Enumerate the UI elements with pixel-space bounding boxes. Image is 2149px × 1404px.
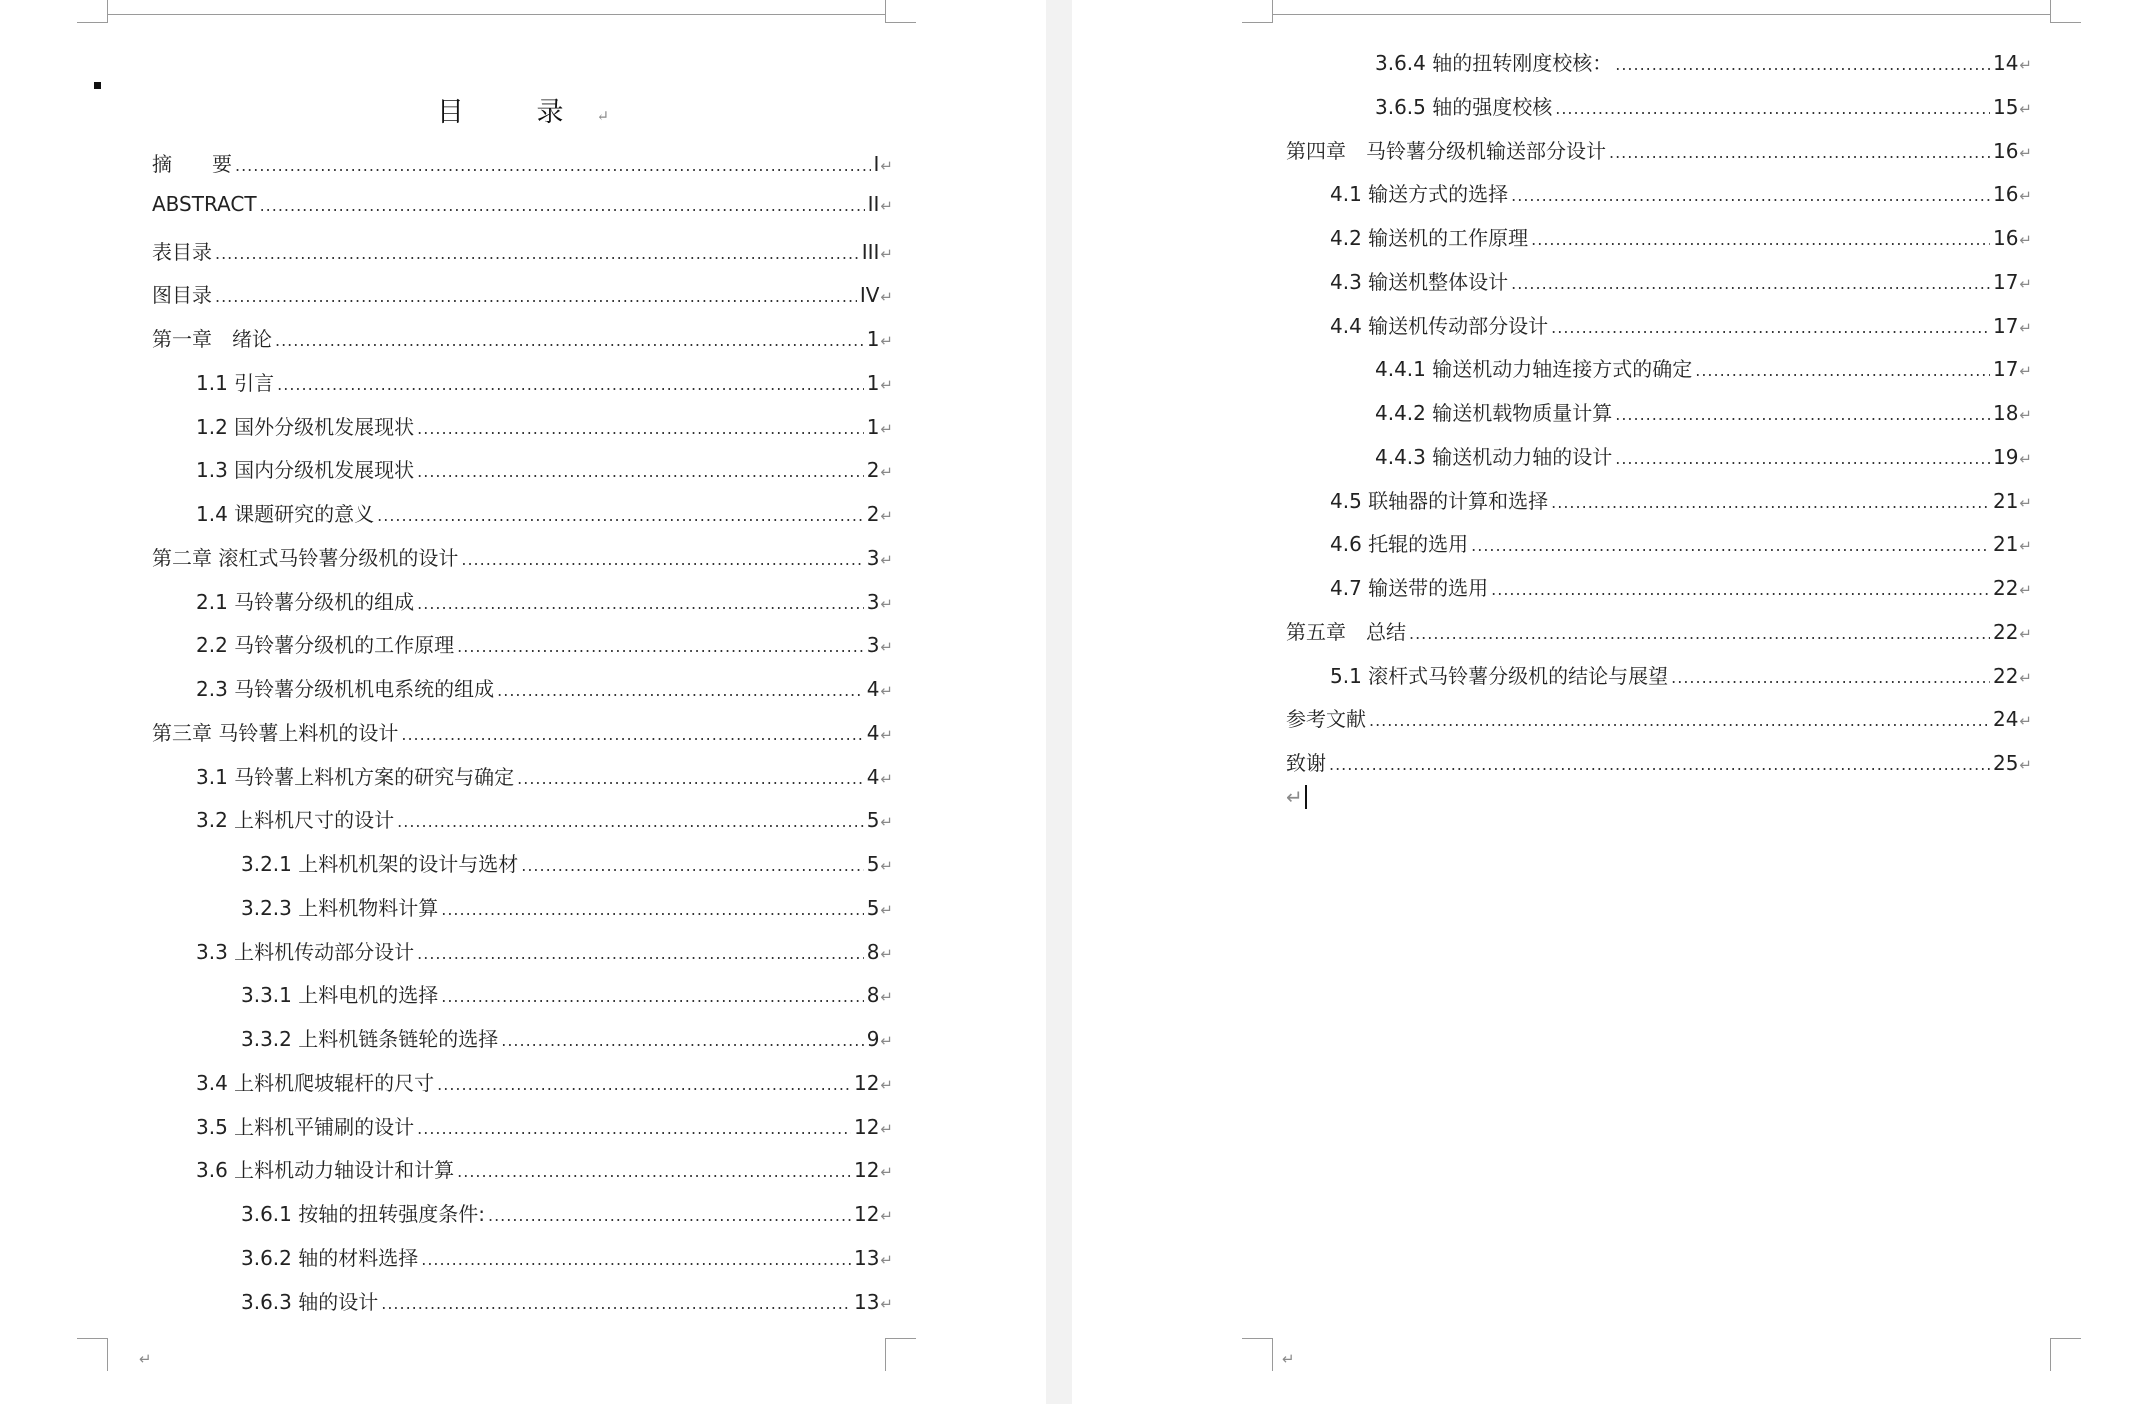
toc-entry-label: 3.6.4 轴的扭转刚度校核： <box>1375 51 1613 75</box>
paragraph-mark: ↵ <box>880 1032 893 1050</box>
toc-entry-label: 1.4 课题研究的意义 <box>196 502 375 526</box>
toc-entry-label: 3.1 马铃薯上料机方案的研究与确定 <box>196 764 515 789</box>
paragraph-mark: ↵ <box>2019 56 2032 74</box>
toc-entry[interactable] <box>241 892 893 922</box>
toc-entry[interactable] <box>1375 47 2032 77</box>
toc-entry[interactable] <box>196 673 893 703</box>
toc-entry[interactable] <box>241 848 893 878</box>
toc-entry-page-number: IV <box>859 283 880 308</box>
toc-leader-dots <box>457 1162 851 1181</box>
toc-entry-label: 4.4.1 输送机动力轴连接方式的确定 <box>1375 357 1693 382</box>
paragraph-mark: ↵ <box>880 1250 893 1269</box>
toc-entry[interactable] <box>1330 572 2032 602</box>
toc-entry-page-number: 8 <box>866 939 880 964</box>
toc-entry-page-number: 15 <box>1992 94 2019 119</box>
toc-entry-label: 4.4.3 输送机动力轴的设计 <box>1375 444 1613 469</box>
toc-leader-dots <box>497 681 864 700</box>
toc-leader-dots <box>1695 361 1990 380</box>
paragraph-mark: ↵ <box>880 507 893 525</box>
toc-entry-label: 3.3 上料机传动部分设计 <box>196 939 415 964</box>
paragraph-mark: ↵ <box>880 813 893 832</box>
paragraph-mark: ↵ <box>2019 756 2032 774</box>
paragraph-mark: ↵ <box>880 332 893 350</box>
paragraph-mark: ↵ <box>2019 449 2032 468</box>
toc-entry-label: ABSTRACT <box>152 191 257 216</box>
toc-entry[interactable] <box>196 454 893 484</box>
toc-entry-page-number: 2 <box>866 458 880 483</box>
toc-entry-page-number: 12 <box>853 1070 880 1095</box>
paragraph-mark: ↵ <box>2019 581 2032 599</box>
crop-mark-bottom-left <box>77 1338 108 1371</box>
toc-entry-page-number: 3 <box>866 589 880 614</box>
toc-entry-label: 4.3 输送机整体设计 <box>1330 269 1509 294</box>
crop-mark-bottom-right <box>885 1338 916 1371</box>
paragraph-mark: ↵ <box>880 1163 893 1182</box>
toc-entry-label: 3.2.3 上料机物料计算 <box>241 895 439 920</box>
paragraph-mark: ↵ <box>880 244 893 263</box>
toc-leader-dots <box>1531 230 1990 249</box>
paragraph-mark: ↵ <box>2019 231 2032 249</box>
paragraph-mark: ↵ <box>880 900 893 919</box>
toc-entry[interactable] <box>196 1154 893 1184</box>
toc-leader-dots <box>215 244 859 263</box>
toc-entry[interactable] <box>196 629 893 659</box>
toc-leader-dots <box>417 594 864 613</box>
toc-entry-page-number: 5 <box>866 852 880 876</box>
crop-mark-bottom-right <box>2050 1338 2081 1371</box>
toc-entry-page-number: 12 <box>853 1202 880 1226</box>
toc-entry-page-number: 16 <box>1992 138 2019 163</box>
paragraph-bullet <box>94 82 101 89</box>
toc-entry-page-number: 3 <box>866 633 880 658</box>
paragraph-mark: ↵ <box>2019 712 2032 731</box>
toc-leader-dots <box>1511 186 1990 205</box>
toc-entry[interactable] <box>196 1067 893 1097</box>
toc-leader-dots <box>1615 405 1990 424</box>
toc-leader-dots <box>1471 536 1990 555</box>
header-line <box>1272 14 2050 15</box>
toc-entry-page-number: 13 <box>853 1245 880 1270</box>
toc-leader-dots <box>517 769 864 788</box>
toc-entry[interactable] <box>196 936 893 966</box>
toc-leader-dots <box>1615 449 1990 468</box>
toc-entry-page-number: III <box>861 239 880 264</box>
toc-leader-dots <box>1369 711 1990 730</box>
toc-entry[interactable] <box>1330 660 2032 690</box>
toc-entry-label: 4.2 输送机的工作原理 <box>1330 226 1529 250</box>
toc-entry-label: 第二章 滚杠式马铃薯分级机的设计 <box>152 545 459 570</box>
toc-entry-label: 4.4.2 输送机载物质量计算 <box>1375 401 1613 425</box>
paragraph-mark: ↵ <box>2019 274 2032 293</box>
toc-entry-page-number: 13 <box>853 1289 880 1314</box>
toc-leader-dots <box>1511 274 1990 293</box>
paragraph-mark: ↵ <box>880 550 893 569</box>
toc-entry[interactable] <box>196 804 893 834</box>
toc-leader-dots <box>417 944 864 963</box>
toc-entry-page-number: 4 <box>866 677 880 701</box>
toc-leader-dots <box>1671 668 1990 687</box>
toc-entry[interactable] <box>152 323 893 353</box>
toc-entry-label: 1.1 引言 <box>196 370 275 395</box>
toc-entry-label: 3.2.1 上料机机架的设计与选材 <box>241 852 519 876</box>
toc-entry-label: 2.2 马铃薯分级机的工作原理 <box>196 633 455 658</box>
toc-entry[interactable] <box>241 1023 893 1053</box>
toc-title: 目 录↵ <box>436 97 610 128</box>
toc-entry[interactable] <box>152 279 893 309</box>
text-cursor-line[interactable]: ↵ <box>1286 785 1307 809</box>
toc-entry[interactable] <box>1330 310 2032 340</box>
paragraph-mark: ↵ <box>880 157 893 175</box>
toc-leader-dots <box>417 1119 851 1138</box>
toc-entry[interactable] <box>241 1286 893 1316</box>
toc-leader-dots <box>260 196 865 215</box>
paragraph-mark: ↵ <box>2019 537 2032 556</box>
toc-entry-label: 致谢 <box>1286 751 1326 775</box>
toc-entry[interactable] <box>1286 135 2032 165</box>
toc-entry-page-number: 5 <box>866 895 880 920</box>
toc-entry[interactable] <box>241 1242 893 1272</box>
toc-entry[interactable] <box>196 367 893 397</box>
toc-leader-dots <box>235 156 871 175</box>
paragraph-mark: ↵ <box>880 769 893 788</box>
paragraph-mark: ↵ <box>2019 143 2032 162</box>
paragraph-mark: ↵ <box>880 288 893 307</box>
toc-entry-page-number: 18 <box>1992 401 2019 425</box>
toc-entry-label: 图目录 <box>152 283 212 308</box>
paragraph-mark: ↵ <box>880 944 893 963</box>
crop-mark-bottom-left <box>1242 1338 1273 1371</box>
crop-mark-top-right <box>2050 0 2081 23</box>
paragraph-mark: ↵ <box>880 638 893 657</box>
toc-entry[interactable] <box>1286 703 2032 733</box>
toc-entry[interactable] <box>196 1111 893 1141</box>
toc-entry-label: 参考文献 <box>1286 707 1366 732</box>
toc-entry-page-number: 8 <box>866 983 880 1008</box>
toc-entry[interactable] <box>1375 397 2032 427</box>
toc-leader-dots <box>488 1206 851 1225</box>
toc-leader-dots <box>1329 755 1990 774</box>
toc-leader-dots <box>1551 318 1990 337</box>
toc-entry[interactable] <box>1330 222 2032 252</box>
toc-entry[interactable] <box>196 498 893 528</box>
toc-entry-page-number: 21 <box>1992 488 2019 513</box>
document-page-right <box>1072 0 2149 1404</box>
toc-entry[interactable] <box>1375 353 2032 383</box>
toc-entry-label: 3.5 上料机平铺刷的设计 <box>196 1114 415 1139</box>
toc-leader-dots <box>401 725 863 744</box>
toc-entry-page-number: 16 <box>1992 226 2019 250</box>
paragraph-mark: ↵ <box>880 1207 893 1225</box>
toc-entry[interactable] <box>1330 178 2032 208</box>
paragraph-mark: ↵ <box>880 594 893 613</box>
toc-entry-label: 第三章 马铃薯上料机的设计 <box>152 720 399 745</box>
toc-entry-label: 3.3.1 上料电机的选择 <box>241 983 439 1008</box>
paragraph-mark: ↵ <box>880 419 893 438</box>
paragraph-mark: ↵ <box>2019 668 2032 687</box>
toc-entry-page-number: 4 <box>866 764 880 789</box>
toc-entry-label: 5.1 滚杆式马铃薯分级机的结论与展望 <box>1330 663 1669 688</box>
paragraph-mark: ↵ <box>880 988 893 1007</box>
toc-entry-page-number: 24 <box>1992 707 2019 732</box>
toc-leader-dots <box>417 419 864 438</box>
toc-entry-page-number: 22 <box>1992 663 2019 688</box>
toc-entry-page-number: 4 <box>866 720 880 745</box>
toc-leader-dots <box>1609 143 1990 162</box>
paragraph-mark: ↵ <box>2019 187 2032 206</box>
toc-entry-label: 3.6 上料机动力轴设计和计算 <box>196 1158 455 1183</box>
toc-entry-label: 3.6.3 轴的设计 <box>241 1289 379 1314</box>
toc-entry-page-number: 1 <box>866 327 880 351</box>
toc-entry[interactable] <box>1330 485 2032 515</box>
toc-entry-page-number: 12 <box>853 1158 880 1183</box>
toc-leader-dots <box>417 462 864 481</box>
toc-leader-dots <box>457 637 864 656</box>
paragraph-mark: ↵ <box>880 1075 893 1094</box>
toc-entry-page-number: 9 <box>866 1027 880 1051</box>
toc-entry-page-number: 17 <box>1992 357 2019 382</box>
toc-entry-label: 3.6.1 按轴的扭转强度条件: <box>241 1202 485 1226</box>
toc-entry-label: 3.4 上料机爬坡辊杆的尺寸 <box>196 1070 435 1095</box>
toc-entry-label: 第一章 绪论 <box>152 327 272 351</box>
toc-entry-page-number: 17 <box>1992 269 2019 294</box>
toc-entry[interactable] <box>152 192 893 222</box>
toc-entry[interactable] <box>152 717 893 747</box>
header-line <box>107 14 885 15</box>
toc-entry-page-number: 17 <box>1992 313 2019 338</box>
toc-entry-page-number: I <box>873 152 880 176</box>
toc-leader-dots <box>1615 55 1990 74</box>
toc-entry-label: 2.1 马铃薯分级机的组成 <box>196 589 415 614</box>
toc-entry-label: 1.3 国内分级机发展现状 <box>196 458 415 483</box>
toc-entry-page-number: 21 <box>1992 532 2019 557</box>
toc-leader-dots <box>215 287 857 306</box>
paragraph-mark: ↵ <box>880 463 893 482</box>
toc-leader-dots <box>277 375 864 394</box>
toc-entry-page-number: 3 <box>866 545 880 570</box>
toc-entry-page-number: 5 <box>866 808 880 833</box>
toc-entry[interactable] <box>1375 441 2032 471</box>
toc-entry[interactable] <box>241 979 893 1009</box>
document-page-left <box>0 0 1046 1404</box>
toc-entry-label: 第四章 马铃薯分级机输送部分设计 <box>1286 138 1606 163</box>
toc-entry-page-number: 22 <box>1992 576 2019 600</box>
toc-entry-page-number: 1 <box>866 414 880 439</box>
toc-entry[interactable] <box>196 586 893 616</box>
toc-entry-label: 4.1 输送方式的选择 <box>1330 182 1509 207</box>
toc-leader-dots <box>441 987 863 1006</box>
paragraph-mark: ↵ <box>880 196 893 215</box>
toc-entry-label: 4.7 输送带的选用 <box>1330 576 1489 600</box>
toc-entry[interactable] <box>152 542 893 572</box>
paragraph-mark: ↵ <box>880 1119 893 1138</box>
toc-entry[interactable] <box>196 761 893 791</box>
crop-mark-top-right <box>885 0 916 23</box>
toc-leader-dots <box>461 550 863 569</box>
toc-leader-dots <box>1555 99 1990 118</box>
toc-entry[interactable] <box>152 236 893 266</box>
toc-leader-dots <box>1551 493 1990 512</box>
toc-entry-label: 第五章 总结 <box>1286 619 1406 644</box>
toc-entry-page-number: 1 <box>866 370 880 395</box>
toc-entry-label: 3.6.2 轴的材料选择 <box>241 1245 419 1270</box>
toc-entry-label: 摘 要 <box>152 152 232 176</box>
toc-leader-dots <box>377 506 864 525</box>
toc-entry-label: 3.2 上料机尺寸的设计 <box>196 808 395 833</box>
paragraph-mark: ↵ <box>880 857 893 875</box>
toc-leader-dots <box>421 1250 851 1269</box>
toc-entry-page-number: 19 <box>1992 444 2019 469</box>
toc-entry-page-number: 22 <box>1992 619 2019 644</box>
toc-leader-dots <box>275 331 864 350</box>
toc-entry-label: 3.6.5 轴的强度校核 <box>1375 94 1553 119</box>
toc-entry-label: 4.5 联轴器的计算和选择 <box>1330 488 1549 513</box>
toc-entry[interactable] <box>241 1198 893 1228</box>
toc-leader-dots <box>1409 624 1990 643</box>
toc-entry[interactable] <box>1330 528 2032 558</box>
toc-entry-label: 4.4 输送机传动部分设计 <box>1330 313 1549 338</box>
paragraph-mark: ↵ <box>880 725 893 744</box>
toc-entry[interactable] <box>1330 266 2032 296</box>
crop-mark-top-left <box>77 0 108 23</box>
toc-entry-label: 表目录 <box>152 239 212 264</box>
toc-entry-label: 2.3 马铃薯分级机机电系统的组成 <box>196 677 495 701</box>
footer-paragraph-mark: ↵ <box>139 1350 152 1368</box>
footer-paragraph-mark: ↵ <box>1282 1350 1295 1368</box>
toc-entry-page-number: 12 <box>853 1114 880 1139</box>
toc-leader-dots <box>397 812 864 831</box>
paragraph-mark: ↵ <box>2019 406 2032 424</box>
paragraph-mark: ↵ <box>880 1294 893 1313</box>
toc-entry-page-number: 16 <box>1992 182 2019 207</box>
toc-entry-page-number: 25 <box>1992 751 2019 775</box>
paragraph-mark: ↵ <box>2019 362 2032 381</box>
toc-entry-page-number: 14 <box>1992 51 2019 75</box>
paragraph-mark: ↵ <box>2019 493 2032 512</box>
toc-leader-dots <box>381 1294 851 1313</box>
toc-entry[interactable] <box>152 148 893 178</box>
toc-leader-dots <box>501 1031 863 1050</box>
toc-entry-label: 3.3.2 上料机链条链轮的选择 <box>241 1027 499 1051</box>
toc-leader-dots <box>1491 580 1990 599</box>
toc-entry-label: 1.2 国外分级机发展现状 <box>196 414 415 439</box>
toc-leader-dots <box>521 856 863 875</box>
toc-entry[interactable] <box>1375 91 2032 121</box>
text-caret <box>1305 785 1307 809</box>
toc-entry[interactable] <box>196 411 893 441</box>
toc-leader-dots <box>437 1075 851 1094</box>
toc-entry-page-number: II <box>867 191 880 216</box>
paragraph-mark: ↵ <box>2019 318 2032 337</box>
paragraph-mark: ↵ <box>2019 624 2032 643</box>
paragraph-mark: ↵ <box>2019 99 2032 118</box>
paragraph-mark: ↵ <box>880 375 893 394</box>
toc-leader-dots <box>441 900 863 919</box>
crop-mark-top-left <box>1242 0 1273 23</box>
toc-entry-page-number: 2 <box>866 502 880 526</box>
paragraph-mark: ↵ <box>880 682 893 700</box>
toc-entry-label: 4.6 托辊的选用 <box>1330 532 1469 557</box>
toc-entry[interactable] <box>1286 747 2032 777</box>
toc-entry[interactable] <box>1286 616 2032 646</box>
